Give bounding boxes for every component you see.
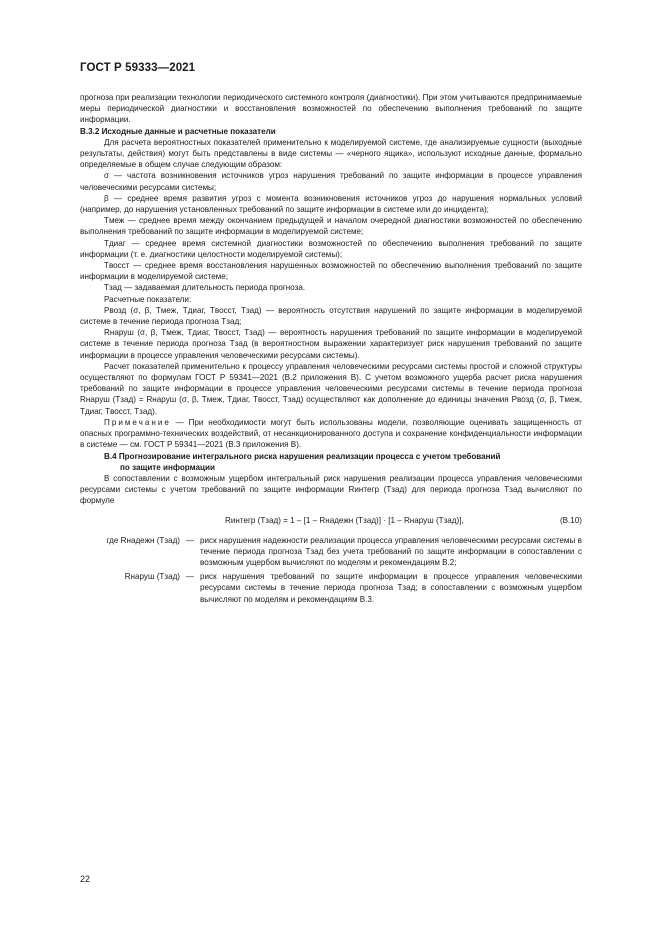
- paragraph-b32-intro: Для расчета вероятностных показателей применительно к моделируемой системе, где анализируемые сущности (выходные результаты, действия) могут быть представлены в виде системы — «черного ящика», используют исходные данные, формально определяемые в общем случае следующим образом:: [80, 137, 582, 170]
- where-item-r-narush: [80, 571, 582, 605]
- where-item-r-nadezhn: [80, 535, 582, 569]
- note-label: Примечание: [104, 417, 171, 427]
- calculation-paragraph: Расчет показателей применительно к процессу управления человеческими ресурсами системы простой и сложной структуры осуществляют по формулам ГОСТ Р 59341—2021 (В.2 приложения В). С учетом возможного ущерба расчет риска нарушения требований по защите информации в процессе управления человеческими ресурсами системы в течение периода прогноза Rнаруш (Tзад) = Rнаруш (σ, β, Tмеж, Tдиаг, Tвосст, Tзад) осуществляют как дополнение до единицы значения Pвозд (σ, β, Tмеж, Tдиаг, Tвосст, Tзад).: [80, 361, 582, 416]
- page-number: 22: [80, 874, 91, 884]
- section-b4-number: В.4: [104, 451, 117, 461]
- section-b32-title: В.3.2 Исходные данные и расчетные показатели: [80, 126, 276, 136]
- section-b4-title-line2: по защите информации: [120, 462, 215, 472]
- section-b4-title-line1: Прогнозирование интегрального риска нарушения реализации процесса с учетом требований: [118, 451, 501, 461]
- definition-sigma: σ — частота возникновения источников угроз нарушения требований по защите информации в процессе управления человеческими ресурсами системы;: [80, 171, 582, 192]
- section-b4-title: [80, 451, 582, 473]
- formula-number: (В.10): [559, 515, 582, 525]
- where-label-r-narush: Rнаруш (Tзад): [124, 572, 180, 582]
- definition-t-diag: Tдиаг — среднее время системной диагностики возможностей по обеспечению выполнения требований по защите информации (т. е. диагностики целостности моделируемой системы);: [80, 238, 582, 259]
- document-body: [80, 92, 582, 605]
- where-label-r-nadezhn: где Rнадежн (Tзад): [106, 535, 180, 545]
- definition-t-vosst: Tвосст — среднее время восстановления нарушенных возможностей по обеспечению выполнения требований по защите информации в моделируемой системе;: [80, 261, 582, 282]
- formula-expression: Rинтегр (Tзад) = 1 – [1 – Rнадежн (Tзад)] · [1 – Rнаруш (Tзад)],: [225, 515, 464, 525]
- note-paragraph: [80, 417, 582, 451]
- formula-b10: [80, 515, 582, 529]
- where-dash: —: [185, 572, 195, 582]
- intro-paragraph: прогноза при реализации технологии периодического системного контроля (диагностики). При этом учитываются предпринимаемые меры периодической диагностики и восстановления возможностей по обеспечению выполнения требований по защите информации.: [80, 93, 582, 125]
- standard-code-header: ГОСТ Р 59333—2021: [80, 62, 196, 74]
- where-text-r-nadezhn: риск нарушения надежности реализации процесса управления человеческими ресурсами системы в течение периода прогноза Tзад без учета требований по защите информации в сопоставлении с возможным ущербом вычисляют по моделям и рекомендациям В.2;: [200, 535, 582, 567]
- paragraph-b4: В сопоставлении с возможным ущербом интегральный риск нарушения реализации процесса управления человеческими ресурсами системы с учетом требований по защите информации Rинтегр (Tзад) для периода прогноза Tзад вычисляют по формуле: [80, 473, 582, 506]
- definition-t-zad: Tзад — задаваемая длительность периода прогноза.: [104, 283, 306, 293]
- note-text: — При необходимости могут быть использованы модели, позволяющие оценивать защищенность от опасных программно-технических воздействий, от несанкционированного доступа и сохранение конфиденциальности информации в системе — см. ГОСТ Р 59341—2021 (В.3 приложения В).: [80, 417, 582, 450]
- calculated-indicators-label: Расчетные показатели:: [104, 294, 192, 304]
- definition-t-mezh: Tмеж — среднее время между окончанием предыдущей и началом очередной диагностики возможностей по обеспечению выполнения требований по защите информации в моделируемой системе;: [80, 216, 582, 237]
- indicator-r-narush: Rнаруш (σ, β, Tмеж, Tдиаг, Tвосст, Tзад) — вероятность нарушения требований по защите информации в моделируемой системе в течение периода прогноза Tзад (в вероятностном выражении характеризует риск нарушения требований по защите информации в процессе управления человеческими ресурсами системы).: [80, 328, 582, 360]
- definition-beta: β — среднее время развития угроз с момента возникновения источников угроз до нарушения нормальных условий (например, до нарушения установленных требований по защите информации в системе или до инцидента);: [80, 193, 582, 215]
- where-dash: —: [185, 535, 195, 545]
- where-text-r-narush: риск нарушения требований по защите информации в процессе управления человеческими ресурсами системы в течение периода прогноза Tзад; в сопоставлении с возможным ущербом вычисляют по моделям и рекомендациям В.3.: [200, 572, 582, 604]
- indicator-p-vozd: Pвозд (σ, β, Tмеж, Tдиаг, Tвосст, Tзад) — вероятность отсутствия нарушений по защите информации в моделируемой системе в течение периода прогноза Tзад;: [80, 305, 582, 327]
